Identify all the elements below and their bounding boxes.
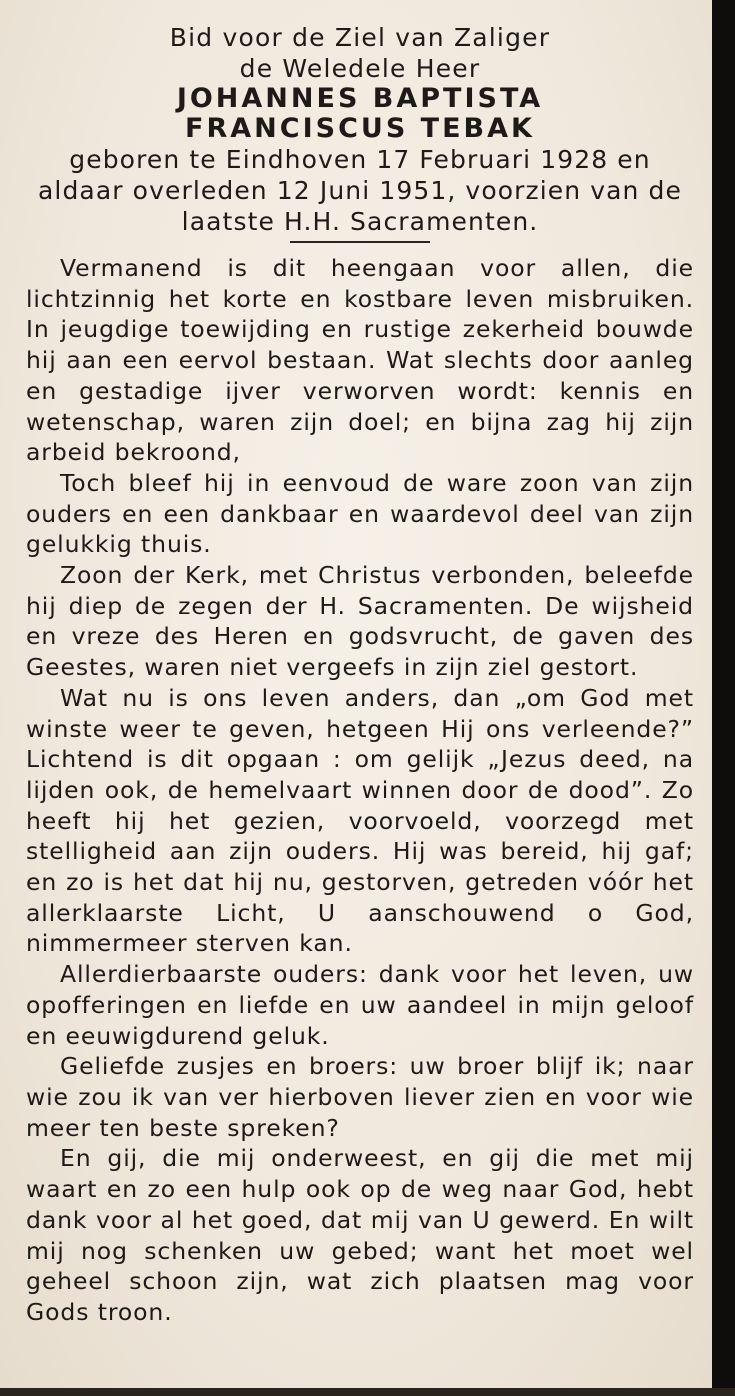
deceased-name-line2: FRANCISCUS TEBAK bbox=[185, 113, 535, 144]
paragraph: Zoon der Kerk, met Christus verbonden, beleefde hij diep de zegen der H. Sacramenten. De wijsheid en vreze des Heren en godsvrucht, de gaven des Geestes, waren niet vergeefs in zijn ziel gestort. bbox=[26, 561, 694, 682]
card-edge-shadow bbox=[712, 0, 735, 1396]
paragraph: En gij, die mij onderweest, en gij die met mij waart en zo een hulp ook op de weg naar God, hebt dank voor al het goed, dat mij van U gewerd. En wilt mij nog schenken uw gebed; want het moet wel geheel schoon zijn, wat zich plaatsen mag voor Gods troon. bbox=[26, 1144, 694, 1326]
paragraph: Allerdierbaarste ouders: dank voor het leven, uw opofferingen en liefde en uw aandeel in mijn geloof en eeuwigdurend geluk. bbox=[26, 960, 694, 1050]
deceased-name-line1: JOHANNES BAPTISTA bbox=[176, 83, 544, 114]
paragraph: Geliefde zusjes en broers: uw broer blijf ik; naar wie zou ik van ver hierboven liever zien en voor wie meer ten beste spreken? bbox=[26, 1052, 694, 1142]
card-header bbox=[26, 22, 694, 144]
memorial-text bbox=[26, 253, 694, 1328]
paragraph: Toch bleef hij in eenvoud de ware zoon van zijn ouders en een dankbaar en waardevol deel van zijn gelukkig thuis. bbox=[26, 468, 694, 559]
paragraph: Wat nu is ons leven anders, dan „om God met winste weer te geven, hetgeen Hij ons verleende?” Lichtend is dit opgaan : om gelijk „Jezus deed, na lijden ook, de hemelvaart winnen door de dood”. Zo heeft hij het gezien, voorvoeld, voorzegd met stelligheid aan zijn ouders. Hij was bereid, hij gaf; en zo is het dat hij nu, gestorven, getreden vóór het allerklaarste Licht, U aanschouwend o God, nimmermeer sterven kan. bbox=[26, 683, 694, 958]
honorific-line: de Weledele Heer bbox=[239, 54, 481, 83]
card-bottom-edge bbox=[0, 1388, 735, 1396]
divider bbox=[290, 241, 430, 243]
paragraph: Vermanend is dit heengaan voor allen, die lichtzinnig het korte en kostbare leven misbruiken. In jeugdige toewijding en rustige zekerheid bouwde hij aan een eervol bestaan. Wat slechts door aanleg en gestadige ijver verworven wordt: kennis en wetenschap, waren zijn doel; en bijna zag hij zijn arbeid bekroond, bbox=[26, 254, 694, 467]
birth-death-dates: geboren te Eindhoven 17 Februari 1928 en aldaar overleden 12 Juni 1951, voorzien van de laatste H.H. Sacramenten. bbox=[37, 145, 682, 236]
prayer-line: Bid voor de Ziel van Zaliger bbox=[169, 23, 551, 52]
